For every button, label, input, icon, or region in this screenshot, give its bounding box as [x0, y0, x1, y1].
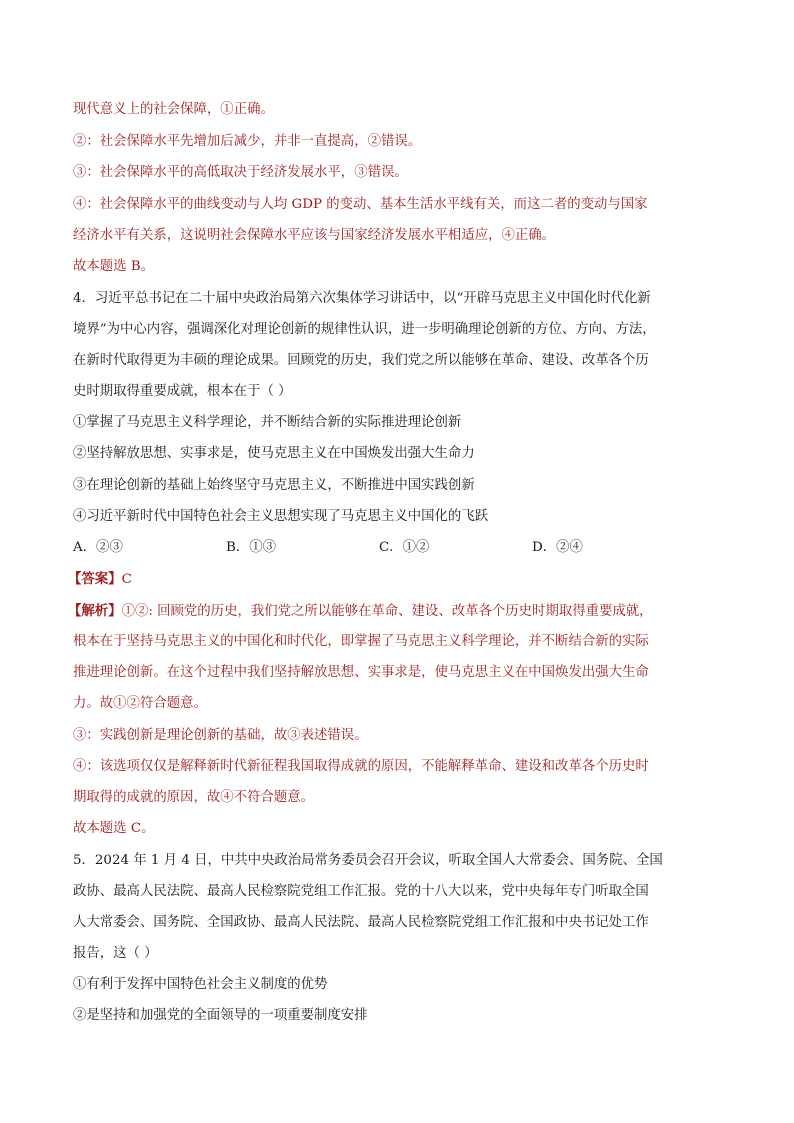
- q4-option-c: C．①②: [379, 540, 430, 555]
- q5-statement-2: ②是坚持和加强党的全面领导的一项重要制度安排: [73, 1008, 368, 1023]
- answer-value: C: [121, 572, 132, 587]
- q5-stem-line-2: 政协、最高人民法院、最高人民检察院党组工作汇报。党的十八大以来，党中央每年专门听取全国: [73, 884, 649, 899]
- q5-stem-line-1: 5．2024 年 1 月 4 日，中共中央政治局常务委员会召开会议，听取全国人大常委会、国务院、全国: [73, 853, 663, 868]
- prev-analysis-line-3: ③：社会保障水平的高低取决于经济发展水平，③错误。: [73, 165, 408, 180]
- q4-stem-line-2: 境界”为中心内容，强调深化对理论创新的规律性认识，进一步明确理论创新的方位、方向、方法，: [73, 322, 656, 337]
- q4-stem-line-1: 4．习近平总书记在二十届中央政治局第六次集体学习讲话中，以“开辟马克思主义中国化时代化新: [73, 291, 651, 306]
- prev-analysis-line-2: ②：社会保障水平先增加后减少，并非一直提高，②错误。: [73, 134, 422, 149]
- prev-analysis-line-4b: 经济水平有关系，这说明社会保障水平应该与国家经济发展水平相适应，④正确。: [73, 228, 556, 243]
- q4-option-b: B．①③: [226, 540, 277, 555]
- q4-analysis-line-6: ④：该选项仅仅是解释新时代新征程我国取得成就的原因，不能解释革命、建设和改革各个历史时: [73, 759, 649, 774]
- q5-statement-1: ①有利于发挥中国特色社会主义制度的优势: [73, 977, 328, 992]
- q4-option-a: A．②③: [73, 540, 123, 555]
- q4-stem-line-3: 在新时代取得更为丰硕的理论成果。回顾党的历史，我们党之所以能够在革命、建设、改革各个历: [73, 353, 649, 368]
- analysis-label: 【解析】: [68, 603, 122, 619]
- prev-analysis-line-1: 现代意义上的社会保障，①正确。: [73, 102, 274, 117]
- q4-stem-line-4: 史时期取得重要成就，根本在于（ ）: [73, 384, 292, 399]
- q4-statement-1: ①掌握了马克思主义科学理论，并不断结合新的实际推进理论创新: [73, 415, 462, 430]
- q4-statement-2: ②坚持解放思想、实事求是，使马克思主义在中国焕发出强大生命力: [73, 446, 475, 461]
- answer-label: 【答案】: [68, 571, 122, 587]
- prev-analysis-line-4a: ④：社会保障水平的曲线变动与人均 GDP 的变动、基本生活水平线有关，而这二者的变动与国家: [73, 197, 648, 212]
- q4-analysis-line-5: ③：实践创新是理论创新的基础，故③表述错误。: [73, 728, 368, 743]
- q5-stem-line-3: 人大常委会、国务院、全国政协、最高人民法院、最高人民检察院党组工作汇报和中央书记处工作: [73, 915, 649, 930]
- q4-statement-3: ③在理论创新的基础上始终坚守马克思主义，不断推进中国实践创新: [73, 478, 475, 493]
- q4-analysis-line-4: 力。故①②符合题意。: [73, 696, 207, 711]
- q4-analysis-line-7: 期取得的成就的原因，故④不符合题意。: [73, 790, 315, 805]
- q4-analysis-line-1: [68, 601, 653, 622]
- q4-option-d: D．②④: [532, 540, 583, 555]
- q5-stem-line-4: 报告，这（ ）: [73, 946, 158, 961]
- q4-statement-4: ④习近平新时代中国特色社会主义思想实现了马克思主义中国化的飞跃: [73, 509, 489, 524]
- q4-analysis-line-3: 推进理论创新。在这个过程中我们坚持解放思想、实事求是，使马克思主义在中国焕发出强大生命: [73, 665, 649, 680]
- q4-analysis-line-2: 根本在于坚持马克思主义的中国化和时代化，即掌握了马克思主义科学理论，并不断结合新的实际: [73, 634, 649, 649]
- prev-conclusion: 故本题选 B。: [73, 259, 155, 274]
- q4-conclusion: 故本题选 C。: [73, 821, 155, 836]
- q4-answer: [68, 569, 132, 590]
- analysis-text-1: ①②: 回顾党的历史，我们党之所以能够在革命、建设、改革各个历史时期取得重要成就，: [121, 604, 653, 619]
